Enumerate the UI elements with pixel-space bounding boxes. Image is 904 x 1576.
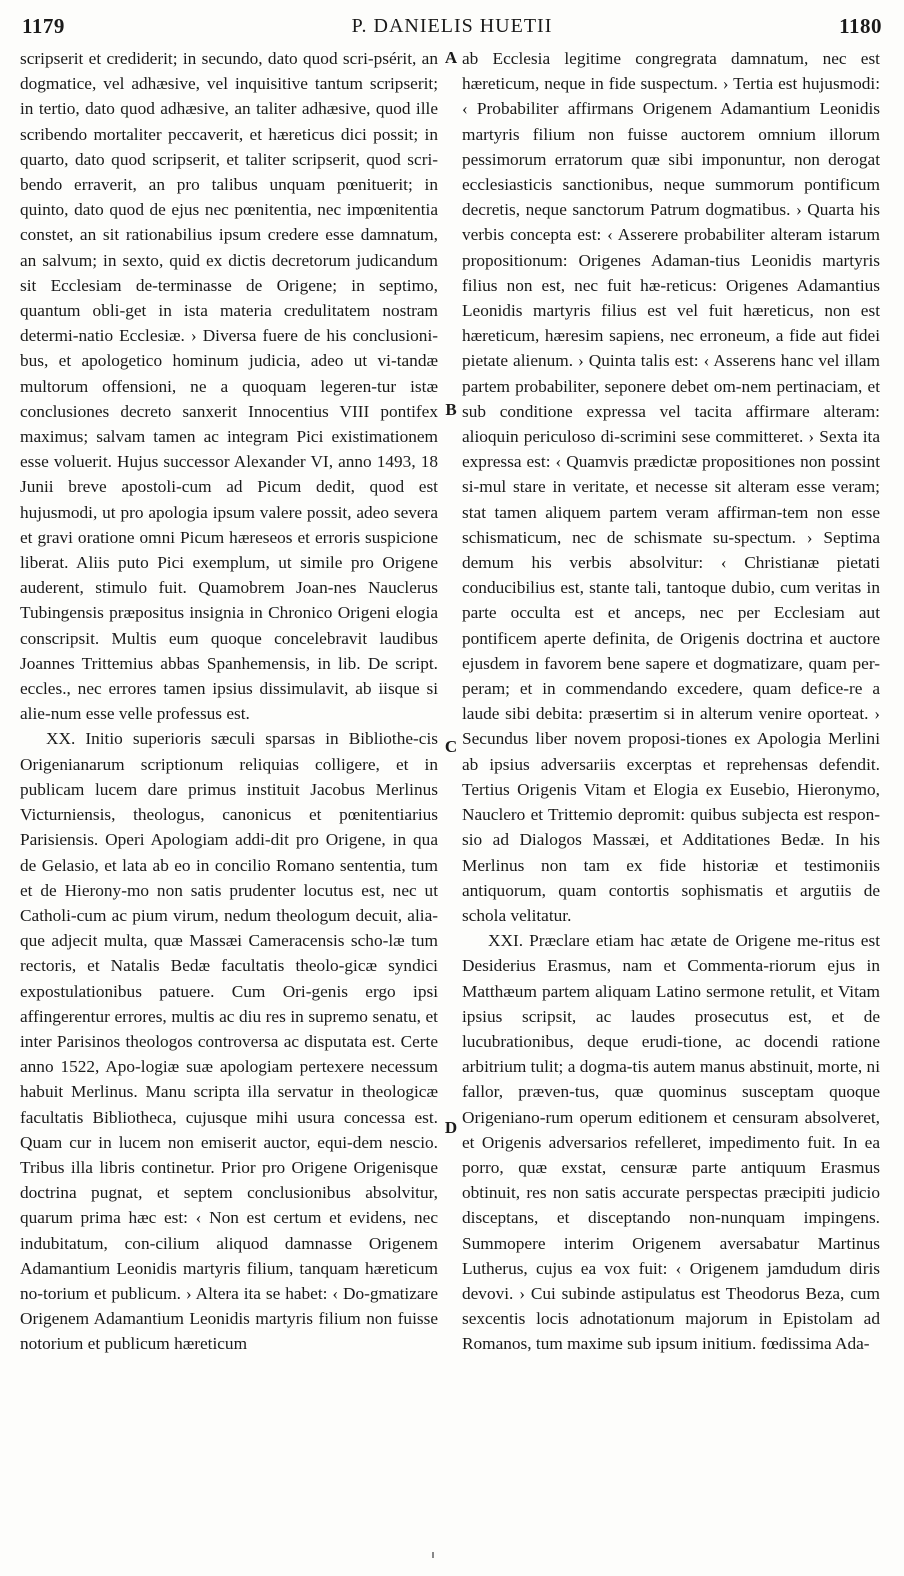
left-column xyxy=(20,46,438,1357)
page-number-right: 1180 xyxy=(839,14,882,38)
running-title: P. DANIELIS HUETII xyxy=(351,15,553,37)
right-paragraph-1: ab Ecclesia legitime congregrata damnatum, nec est hæreticum, neque in fide suspectum. › Tertia est hujusmodi: ‹ Probabiliter affirmans Origenem Adamantium Leonidis martyris filium non fuisse auctorem omnium illorum pessimorum erratorum quæ sibi imponuntur, non derogat ecclesiasticis sanctionibus, neque summorum pontificum decretis, neque sanctorum Patrum dogmatibus. › Quarta his verbis concepta est: ‹ Asserere probabiliter alteram istarum propositionum: Origenes Adaman-tius Leonidis martyris filius non est, nec fuit hæ-reticus: Origenes Adamantius Leonidis martyris filius est vel fuit hæreticus, non est hæreticum, hæresim sapiens, nec erroneum, a fide aut fidei pietate alienum. › Quinta talis est: ‹ Asserens hanc vel illam partem probabiliter, seponere debet om-nem pertinaciam, et sub conditione expressa vel tacita affirmare alteram: alioquin periculoso di-scrimini sese committeret. › Sexta ita expressa est: ‹ Quamvis prædictæ propositiones non possint si-mul stare in veritate, et necesse sit alteram esse veram; stat tamen aliquem partem veram affirman-tem non esse schismaticum, nec de schismate su-spectum. › Septima demum his verbis absolvitur: ‹ Christianæ pietati conducibilius est, stante tali, tantoque dubio, cum veritas in parte occulta est et anceps, nec per Ecclesiam aut pontificem aperte definita, de Origenis doctrina et auctore ejusdem in favorem bene sapere et dogmatizare, quam per-peram; et in commendando excedere, quam defice-re a laude sibi debita: præsertim si in alterum venire oporteat. › Secundus liber novem proposi-tiones ex Apologia Merlini ab ipsius adversariis excerptas et reprehensas defendit. Tertius Origenis Vitam et Elogia ex Eusebio, Hieronymo, Nauclero et Trittemio depromit: quibus subjecta est respon-sio ad Dialogos Massæi, et Additationes Bedæ. In his Merlinus non tam ex fide historiæ et testimoniis antiquorum, quam contortis sophismatis et argutiis de schola velitatur. xyxy=(462,49,880,925)
print-mark xyxy=(432,1552,434,1558)
margin-letter-c: C xyxy=(444,737,458,756)
running-header xyxy=(22,14,882,44)
left-paragraph-2: XX. Initio superioris sæculi sparsas in Bibliothe-cis Origenianarum scriptionum reliquias colligere, et in publicam lucem dare primus instituit Jacobus Merlinus Victurniensis, theologus, canonicus et pœnitentiarius Parisiensis. Operi Apologiam addi-dit pro Origene, in qua de Gelasio, et lata ab eo in concilio Romano sententia, tum et de Hierony-mo non satis prudenter locutus est, nec ut Catholi-cum ac pium virum, nedum theologum decuit, alia-que adjecit multa, quæ Massæi Cameracensis scho-læ tum rectoris, et Natalis Bedæ facultatis theolo-gicæ syndici expostulationibus patuere. Cum Ori-genis ergo ipsi affingerentur errores, multis ac diu res in supremo senatu, et inter Parisinos theologos controversa ac disputata est. Certe anno 1522, Apo-logiæ suæ apologiam pertexere necessum habuit Merlinus. Manu scripta illa servatur in theologicæ facultatis Bibliotheca, cujusque mihi usura concessa est. Quam cur in lucem non emiserit auctor, equi-dem nescio. Tribus illa libris continetur. Prior pro Origene Origenisque doctrina pugnat, et septem conclusionibus absolvitur, quarum prima hæc est: ‹ Non est certum et evidens, nec indubitatum, con-cilium aliquod damnasse Origenem Adamantium Leonidis martyris filium, tanquam hæreticum no-torium et publicum. › Altera ita se habet: ‹ Do-gmatizare Origenem Adamantium Leonidis martyris filium non fuisse notorium et publicum hæreticum xyxy=(20,729,438,1354)
page-number-left: 1179 xyxy=(22,14,65,38)
margin-letter-d: D xyxy=(444,1118,458,1137)
left-paragraph-1: scripserit et crediderit; in secundo, dato quod scri-psérit, an dogmatice, vel adhæsive, vel inquisitive tantum scripserit; in tertio, dato quod adhæsive, an taliter adhæsive, quod ille scribendo mortaliter peccaverit, et hæreticus dici possit; in quarto, dato quod scripserit, et taliter scripserit, quod scri-bendo erraverit, an pro talibus unquam pœnituerit; in quinto, dato quod de ejus nec pœnitentia, nec impœnitentia constet, an sit rationabilius ipsum credere esse damnatum, an salvum; in sexto, quid ex dictis decretorum judicandum sit Ecclesiam de-terminasse de Origene; in septimo, quantum obli-get in ista materia credulitatem nostram determi-natio Ecclesiæ. › Diversa fuere de his conclusioni-bus, et apologetico hominum judicia, adeo ut vi-tandæ multorum offensioni, ne a quoquam legeren-tur istæ conclusiones decreto sanxerit Innocentius VIII pontifex maximus; salvam tamen ac integram Pici existimationem esse voluerit. Hujus successor Alexander VI, anno 1493, 18 Junii breve apostoli-cum ad Picum dedit, quod est hujusmodi, ut pro apologia ipsum valere possit, adeo severa et gravi oratione omni Picum hæreseos et erroris suspicione liberat. Aliis puto Pici exemplum, ut simile pro Origene auderent, stimulo fuit. Quamobrem Joan-nes Nauclerus Tubingensis præpositus insignia in Chronico Origeni elogia conscripsit. Multis eum quoque concelebravit laudibus Joannes Trittemius abbas Spanhemensis, in lib. De script. eccles., nec errores tamen ipsius dissimulavit, ab iisque si alie-num esse velle professus est. xyxy=(20,49,438,724)
margin-letter-b: B xyxy=(445,400,457,419)
right-column xyxy=(462,46,880,1357)
right-paragraph-2: XXI. Præclare etiam hac ætate de Origene me-ritus est Desiderius Erasmus, nam et Commenta-riorum ejus in Matthæum partem aliquam Latino sermone retulit, et Vitam ipsius scripsit, ac laudes prosecutus est, et de lucubrationibus, deque erudi-tione, ac docendi ratione arbitrium tulit; a dogma-tis autem manus abstinuit, morte, ni fallor, præven-tus, quæ quominus susceptam quoque Origeniano-rum operum editionem et censuram absolveret, et Origenis adversarios refelleret, impedimento fuit. In ea porro, quæ exstat, censuræ parte antiquum Erasmus obtinuit, res non satis accurate perspectas præcipiti judicio disceptans, et disceptando non-nunquam impingens. Summopere interim Origenem aversabatur Martinus Lutherus, cujus ea vox fuit: ‹ Origenem jamdudum diris devovi. › Cui subinde astipulatus est Theodorus Beza, cum sexcentis locis adnotationum majorum in Epistolam ad Romanos, tum maxime sub ipsum initium. fœdissima Ada- xyxy=(462,931,880,1354)
margin-letter-a: A xyxy=(444,48,458,67)
